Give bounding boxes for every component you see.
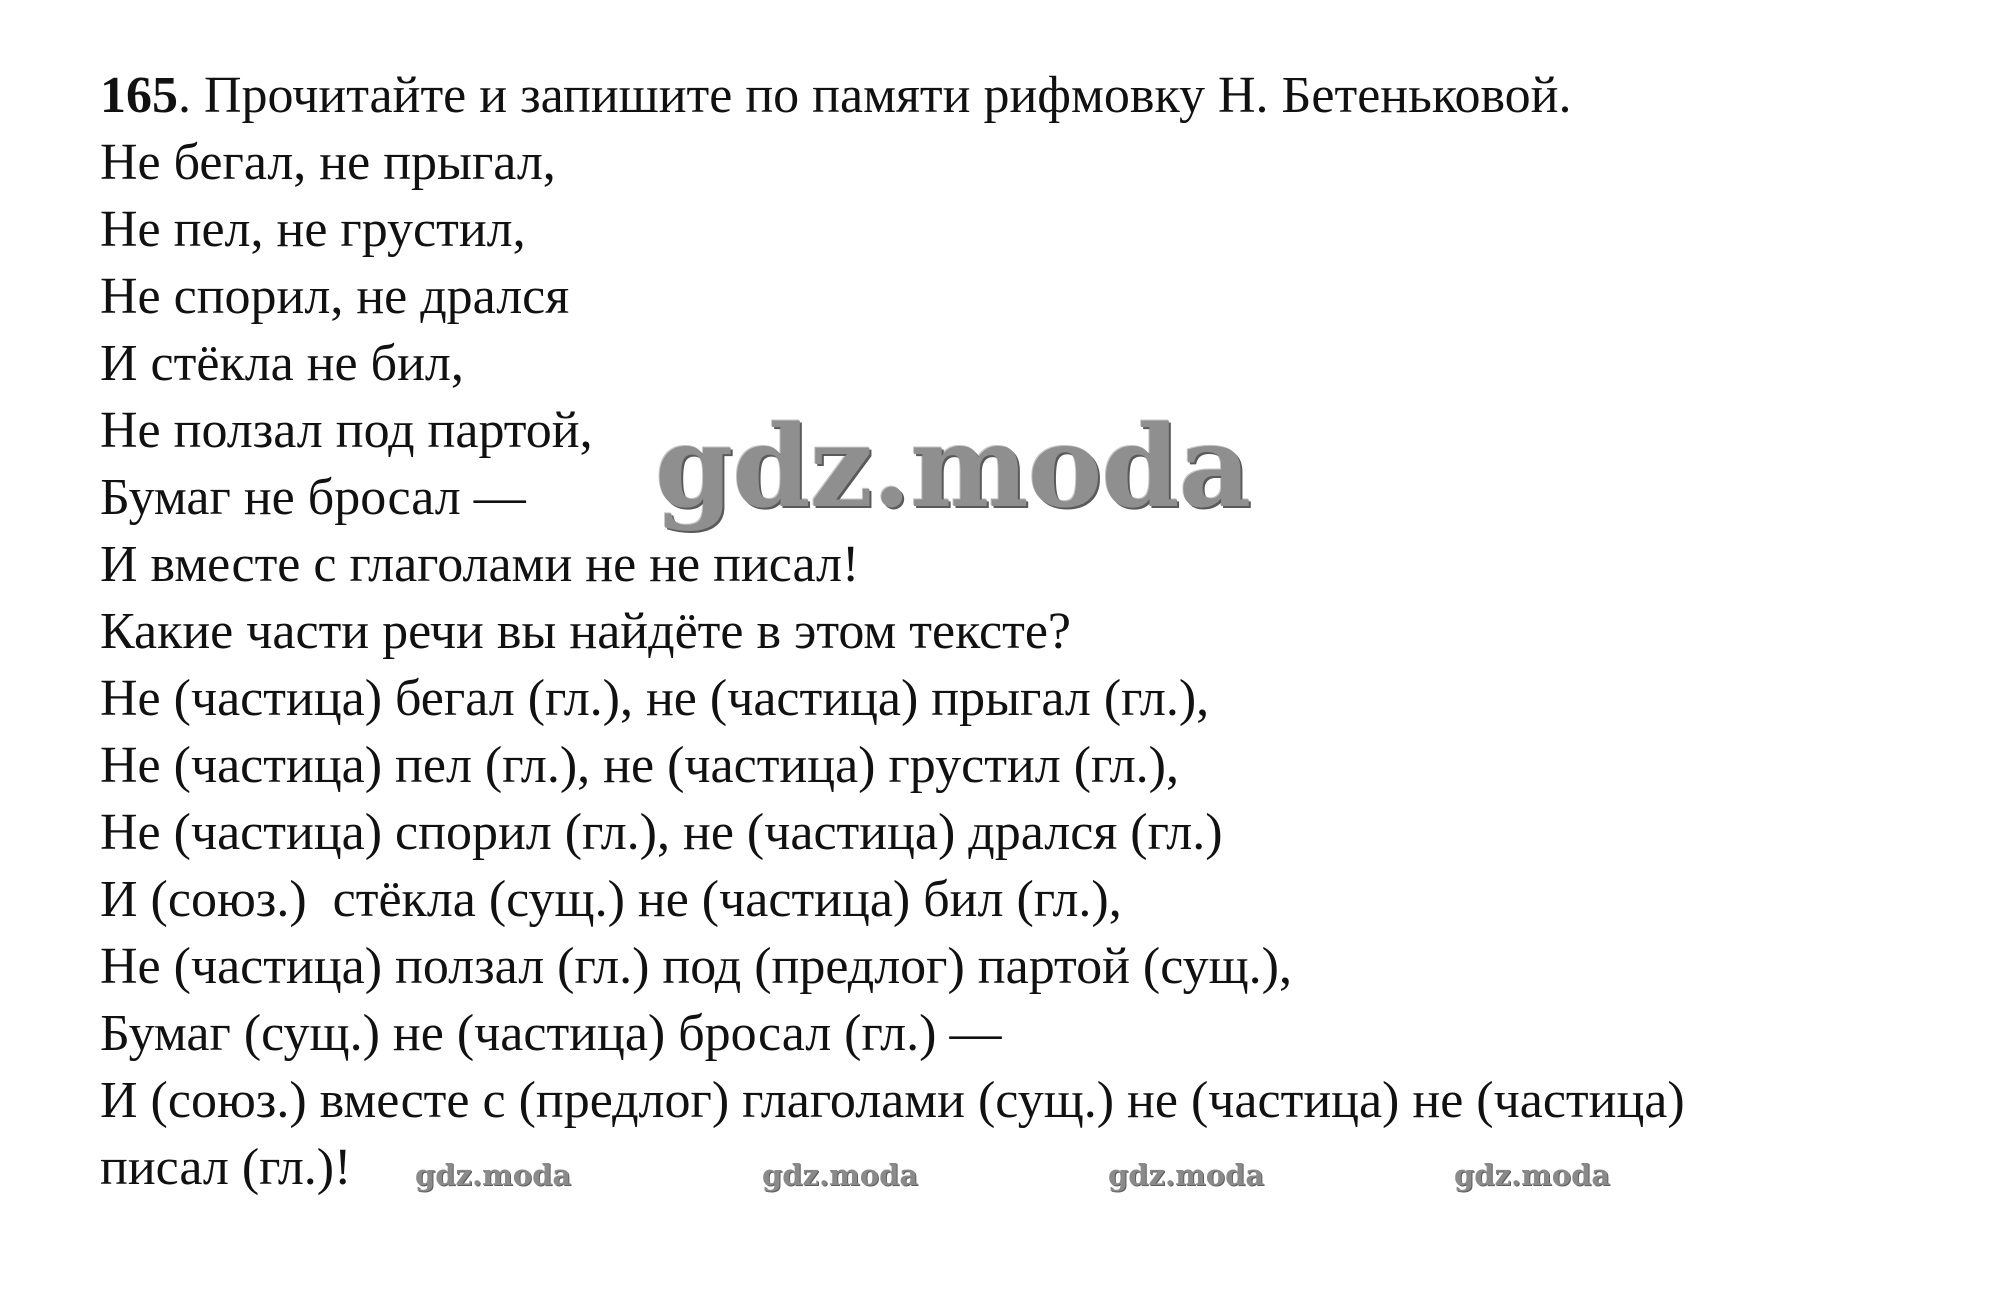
answer-line: И (союз.) стёкла (сущ.) не (частица) бил (гл.), [100, 871, 1122, 928]
exercise-heading [100, 62, 1960, 129]
answer-line: Не (частица) бегал (гл.), не (частица) прыгал (гл.), [100, 670, 1210, 727]
answer-line: Не (частица) ползал (гл.) под (предлог) партой (сущ.), [100, 938, 1292, 995]
poem-line: Не ползал под партой, [100, 402, 593, 459]
answer-line: писал (гл.)! [100, 1139, 352, 1196]
answer-line: Бумаг (сущ.) не (частица) бросал (гл.) — [100, 1005, 1002, 1062]
exercise-title: . Прочитайте и запишите по памяти рифмовку Н. Бетеньковой. [178, 67, 1572, 124]
exercise-question: Какие части речи вы найдёте в этом тексте? [100, 603, 1072, 660]
poem-line: Не спорил, не дрался [100, 268, 570, 325]
poem-line: Не бегал, не прыгал, [100, 134, 556, 191]
answer-line: И (союз.) вместе с (предлог) глаголами (сущ.) не (частица) не (частица) [100, 1072, 1685, 1129]
exercise-text-block [100, 62, 1960, 1201]
poem-line: Бумаг не бросал — [100, 469, 526, 526]
poem-line: И вместе с глаголами не не писал! [100, 536, 860, 593]
watermark-small: gdz.moda [1454, 1158, 1611, 1192]
exercise-number: 165 [100, 67, 178, 124]
watermark-small: gdz.moda [1108, 1158, 1265, 1192]
watermark-small: gdz.moda [762, 1158, 919, 1192]
watermark-small: gdz.moda [415, 1158, 572, 1192]
poem-line: И стёкла не бил, [100, 335, 464, 392]
poem-line: Не пел, не грустил, [100, 201, 526, 258]
answer-line: Не (частица) спорил (гл.), не (частица) дрался (гл.) [100, 804, 1223, 861]
watermark-large: gdz.moda [655, 402, 1251, 533]
answer-line: Не (частица) пел (гл.), не (частица) грустил (гл.), [100, 737, 1179, 794]
